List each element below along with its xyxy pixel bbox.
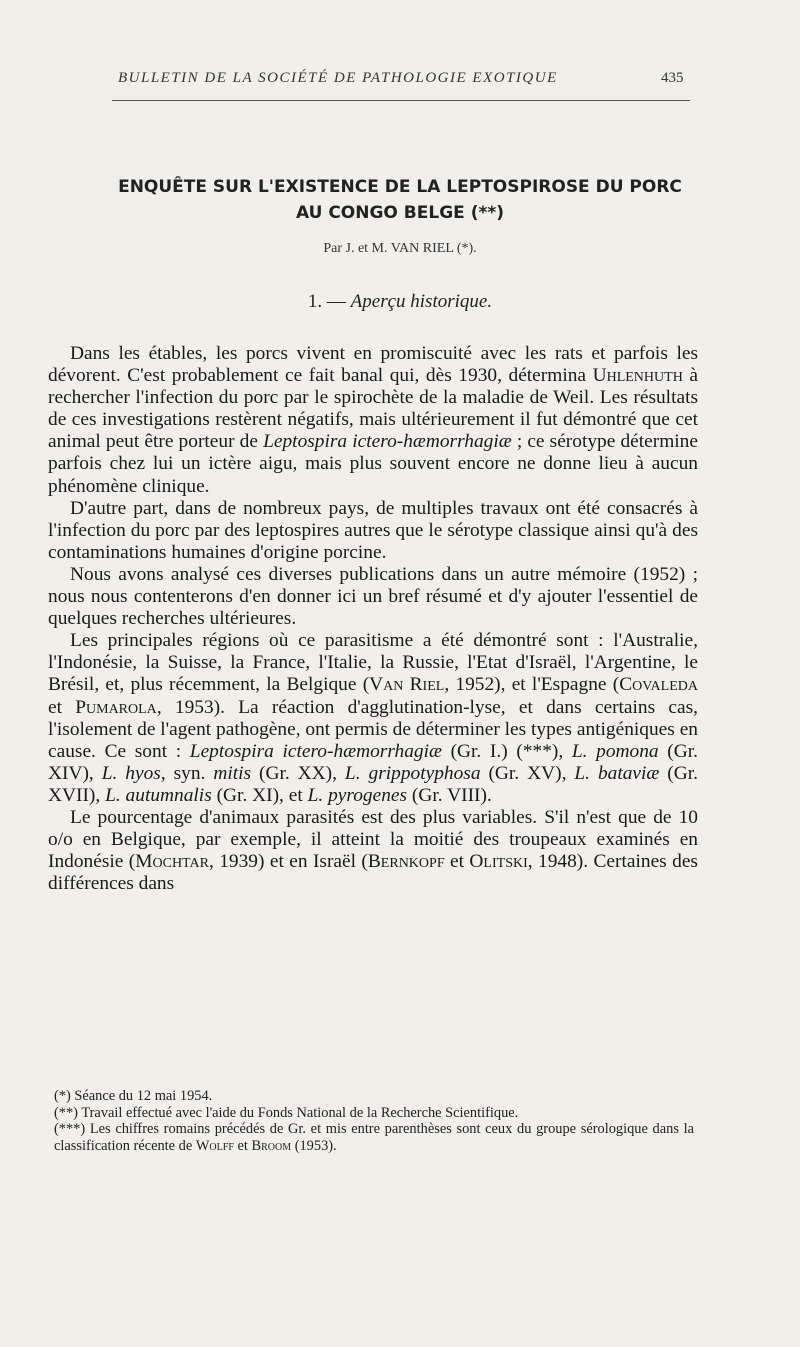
running-head: BULLETIN DE LA SOCIÉTÉ DE PATHOLOGIE EXOTIQUE (118, 70, 558, 86)
species-name: L. pyrogenes (307, 784, 408, 806)
footnote: (*) Séance du 12 mai 1954. (54, 1088, 213, 1104)
header-rule (112, 100, 690, 101)
footnotes (54, 1088, 694, 1154)
text: à rechercher l'infection du porc par le spirochète de la maladie de Weil. Les résultats de ces investigations restèrent négatifs, mais ultérieurement il fut démontré que cet animal peut être porteur de (48, 365, 698, 453)
text: (Gr. XVII), (48, 762, 698, 806)
text: (Gr. VIII). (407, 784, 492, 806)
page-number: 435 (661, 70, 684, 86)
authors: Par J. et M. VAN RIEL (*). (323, 241, 477, 256)
article-title (40, 174, 760, 226)
text: Dans les étables, les porcs vivent en promiscuité avec les rats et parfois les dévorent. C'est probablement ce fait banal qui, dès 1930, détermina (48, 343, 698, 387)
text: , 1953). La réaction d'agglutination-lyse, et dans certains cas, l'isolement de l'agent pathogène, ont permis de déterminer les types antigéniques en cause. Ce sont : (48, 696, 698, 762)
text: (***) Les chiffres romains précédés de Gr. et mis entre parenthèses sont ceux du groupe sérologique dans la classification récente de (54, 1121, 694, 1154)
text: Les principales régions où ce parasitisme a été démontré sont : l'Australie, l'Indonésie, la Suisse, la France, l'Italie, la Russie, l'Etat d'Israël, l'Argentine, le Brésil, et, plus récemment, la Belgique ( (48, 630, 698, 696)
text: et (233, 1137, 252, 1154)
author-name: Van Riel (369, 674, 445, 696)
author-name: Wolff (195, 1137, 234, 1154)
text: et (444, 851, 470, 873)
species-name: Leptospira ictero-hæmorrhagiæ (263, 431, 512, 453)
author-name: Pumarola (75, 696, 157, 718)
text: (Gr. XI), et (211, 784, 308, 806)
author-name: Broom (251, 1137, 292, 1154)
title-line-2: AU CONGO BELGE (**) (295, 203, 505, 223)
species-name: mitis (213, 762, 252, 784)
paragraph: D'autre part, dans de nombreux pays, de multiples travaux ont été consacrés à l'infection du porc par des leptospires autres que le sérotype classique ainsi qu'à des contaminations humaines d'origine porcine. (48, 497, 698, 563)
text: et (48, 696, 76, 718)
text: (Gr. XIV), (48, 740, 698, 784)
article-body (48, 343, 698, 895)
footnote: (**) Travail effectué avec l'aide du Fonds National de la Recherche Scientifique. (54, 1104, 519, 1121)
species-name: L. pomona (571, 740, 659, 762)
author-name: Olitski (469, 851, 528, 873)
paragraph (48, 343, 698, 498)
species-name: L. hyos (101, 762, 161, 784)
text: Le pourcentage d'animaux parasités est des plus variables. S'il n'est que de 10 o/o en Belgique, par exemple, il atteint la moitié des troupeaux examinés en Indonésie ( (48, 806, 698, 873)
text: , 1952), et l'Espagne ( (444, 674, 620, 696)
text: (Gr. I.) (***), (441, 740, 572, 762)
text: , 1948). Certaines des différences dans (48, 851, 698, 895)
title-line-1: ENQUÊTE SUR L'EXISTENCE DE LA LEPTOSPIROSE DU PORC (118, 177, 682, 197)
species-name: Leptospira ictero-hæmorrhagiæ (189, 740, 442, 762)
section-number: 1. — (307, 291, 346, 312)
author-name: Bernkopf (367, 851, 445, 873)
author-name: Mochtar (135, 851, 209, 873)
text: (Gr. XV), (480, 762, 575, 784)
text: , syn. (160, 762, 214, 784)
paragraph: Nous avons analysé ces diverses publications dans un autre mémoire (1952) ; nous nous contenterons d'en donner ici un bref résumé et d'y ajouter l'essentiel de quelques recherches ultérieures. (48, 563, 698, 630)
footnote (54, 1121, 694, 1154)
text: (Gr. XX), (251, 762, 345, 784)
species-name: L. grippotyphosa (344, 762, 481, 784)
text: (1953). (291, 1137, 337, 1154)
species-name: L. bataviæ (574, 762, 660, 784)
paragraph (48, 630, 698, 807)
paragraph (48, 807, 698, 895)
text: , 1939) et en Israël ( (208, 851, 368, 873)
author-name: Uhlenhuth (592, 365, 683, 387)
section-heading (40, 291, 760, 313)
author-name: Covaleda (619, 674, 698, 696)
species-name: L. autumnalis (105, 784, 212, 806)
text: ; ce sérotype détermine parfois chez lui un ictère aigu, mais plus souvent encore ne donne lieu à aucun phénomène clinique. (48, 431, 698, 497)
section-title: Aperçu historique. (350, 291, 493, 312)
